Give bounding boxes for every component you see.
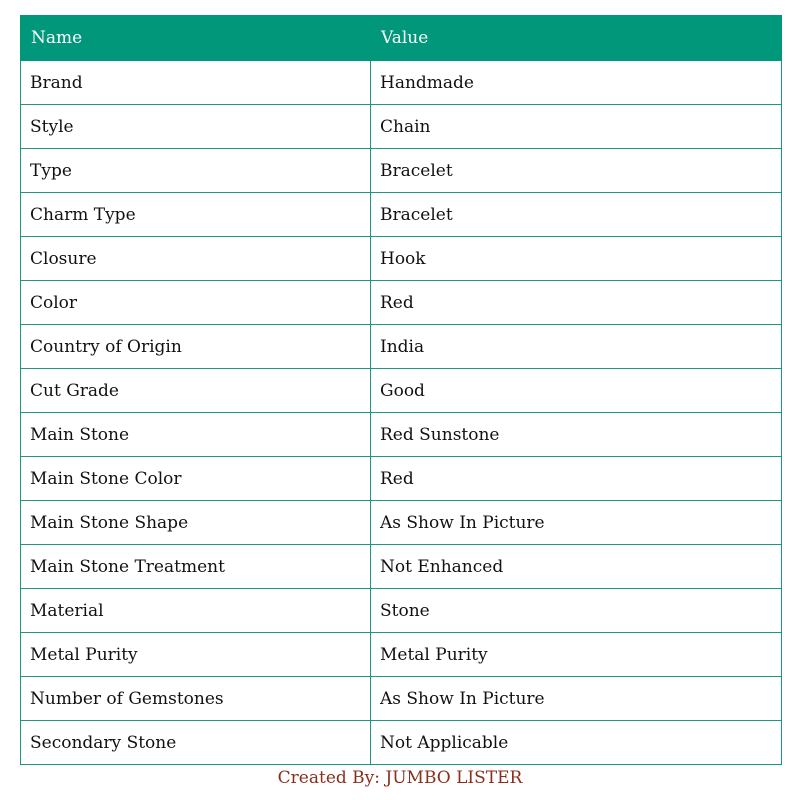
cell-name: Metal Purity bbox=[21, 633, 371, 677]
cell-name: Main Stone bbox=[21, 413, 371, 457]
table-row bbox=[21, 413, 782, 457]
table-row bbox=[21, 105, 782, 149]
cell-name: Closure bbox=[21, 237, 371, 281]
table-row bbox=[21, 589, 782, 633]
cell-name: Charm Type bbox=[21, 193, 371, 237]
cell-name: Main Stone Treatment bbox=[21, 545, 371, 589]
table-row bbox=[21, 61, 782, 105]
table-row bbox=[21, 369, 782, 413]
cell-value: Metal Purity bbox=[371, 633, 782, 677]
table-header bbox=[21, 16, 782, 61]
table-row bbox=[21, 545, 782, 589]
cell-name: Country of Origin bbox=[21, 325, 371, 369]
table-row bbox=[21, 193, 782, 237]
cell-name: Cut Grade bbox=[21, 369, 371, 413]
cell-value: Red bbox=[371, 281, 782, 325]
table-body bbox=[21, 61, 782, 765]
cell-name: Type bbox=[21, 149, 371, 193]
item-specifics-table-container bbox=[20, 15, 781, 765]
cell-value: As Show In Picture bbox=[371, 677, 782, 721]
cell-name: Style bbox=[21, 105, 371, 149]
table-row bbox=[21, 633, 782, 677]
table-row bbox=[21, 237, 782, 281]
table-row bbox=[21, 281, 782, 325]
cell-name: Main Stone Color bbox=[21, 457, 371, 501]
table-row bbox=[21, 721, 782, 765]
cell-name: Color bbox=[21, 281, 371, 325]
cell-value: Stone bbox=[371, 589, 782, 633]
table-header-row bbox=[21, 16, 782, 61]
item-specifics-table bbox=[20, 15, 782, 765]
cell-value: Red bbox=[371, 457, 782, 501]
cell-value: As Show In Picture bbox=[371, 501, 782, 545]
cell-value: Bracelet bbox=[371, 149, 782, 193]
cell-name: Main Stone Shape bbox=[21, 501, 371, 545]
cell-value: Chain bbox=[371, 105, 782, 149]
cell-value: India bbox=[371, 325, 782, 369]
cell-value: Hook bbox=[371, 237, 782, 281]
table-row bbox=[21, 149, 782, 193]
column-header-name: Name bbox=[21, 16, 371, 61]
cell-value: Good bbox=[371, 369, 782, 413]
cell-value: Bracelet bbox=[371, 193, 782, 237]
column-header-value: Value bbox=[371, 16, 782, 61]
cell-value: Red Sunstone bbox=[371, 413, 782, 457]
cell-value: Not Enhanced bbox=[371, 545, 782, 589]
cell-name: Number of Gemstones bbox=[21, 677, 371, 721]
table-row bbox=[21, 457, 782, 501]
cell-name: Brand bbox=[21, 61, 371, 105]
table-row bbox=[21, 677, 782, 721]
cell-name: Secondary Stone bbox=[21, 721, 371, 765]
cell-name: Material bbox=[21, 589, 371, 633]
table-row bbox=[21, 501, 782, 545]
footer-credit: Created By: JUMBO LISTER bbox=[277, 768, 523, 788]
cell-value: Handmade bbox=[371, 61, 782, 105]
cell-value: Not Applicable bbox=[371, 721, 782, 765]
table-row bbox=[21, 325, 782, 369]
